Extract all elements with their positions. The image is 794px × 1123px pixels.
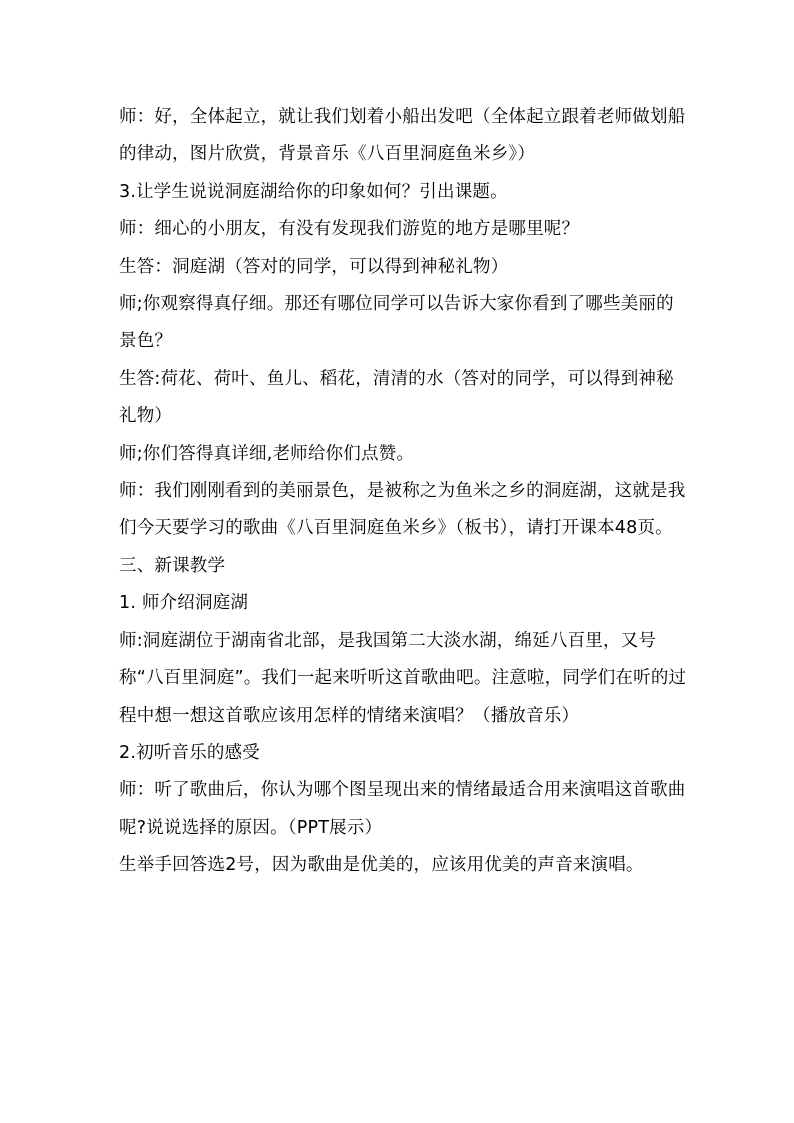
paragraph-lake-description: 师:洞庭湖位于湖南省北部，是我国第二大淡水湖，绵延八百里，又号称“八百里洞庭”。我们一起来听听这首歌曲吧。注意啦，同学们在听的过程中想一想这首歌应该用怎样的情绪来演唱？（播放音乐）: [119, 630, 687, 726]
paragraph-student-answer-1: 生答：洞庭湖（答对的同学，可以得到神秘礼物）: [119, 256, 509, 277]
paragraph-teacher-stand-up: 师：好，全体起立，就让我们划着小船出发吧（全体起立跟着老师做划船的律动，图片欣赏，背景音乐《八百里洞庭鱼米乡》）: [119, 107, 686, 165]
document-body: [119, 99, 689, 885]
paragraph-teacher-intro-song: 师：我们刚刚看到的美丽景色，是被称之为鱼米之乡的洞庭湖，这就是我们今天要学习的歌曲《八百里洞庭鱼米乡》（板书），请打开课本48页。: [119, 481, 686, 539]
paragraph-step-3: 3.让学生说说洞庭湖给你的印象如何？引出课题。: [119, 181, 508, 202]
paragraph-teacher-emotion-question: 师：听了歌曲后，你认为哪个图呈现出来的情绪最适合用来演唱这首歌曲呢?说说选择的原因。（PPT展示）: [119, 780, 686, 838]
paragraph-teacher-question: 师：细心的小朋友，有没有发现我们游览的地方是哪里呢？: [119, 219, 580, 240]
paragraph-student-answer-2: 生答:荷花、荷叶、鱼儿、稻花，清清的水（答对的同学，可以得到神秘礼物）: [119, 368, 674, 427]
section-heading-new-lesson: 三、新课教学: [119, 555, 226, 576]
subheading-introduce-lake: 1. 师介绍洞庭湖: [119, 593, 249, 614]
paragraph-teacher-observe: 师;你观察得真仔细。那还有哪位同学可以告诉大家你看到了哪些美丽的景色？: [119, 294, 674, 352]
subheading-first-listening: 2.初听音乐的感受: [119, 742, 260, 763]
paragraph-teacher-praise: 师;你们答得真详细,老师给你们点赞。: [119, 443, 415, 464]
paragraph-student-answer-3: 生举手回答选2号，因为歌曲是优美的，应该用优美的声音来演唱。: [119, 855, 644, 876]
